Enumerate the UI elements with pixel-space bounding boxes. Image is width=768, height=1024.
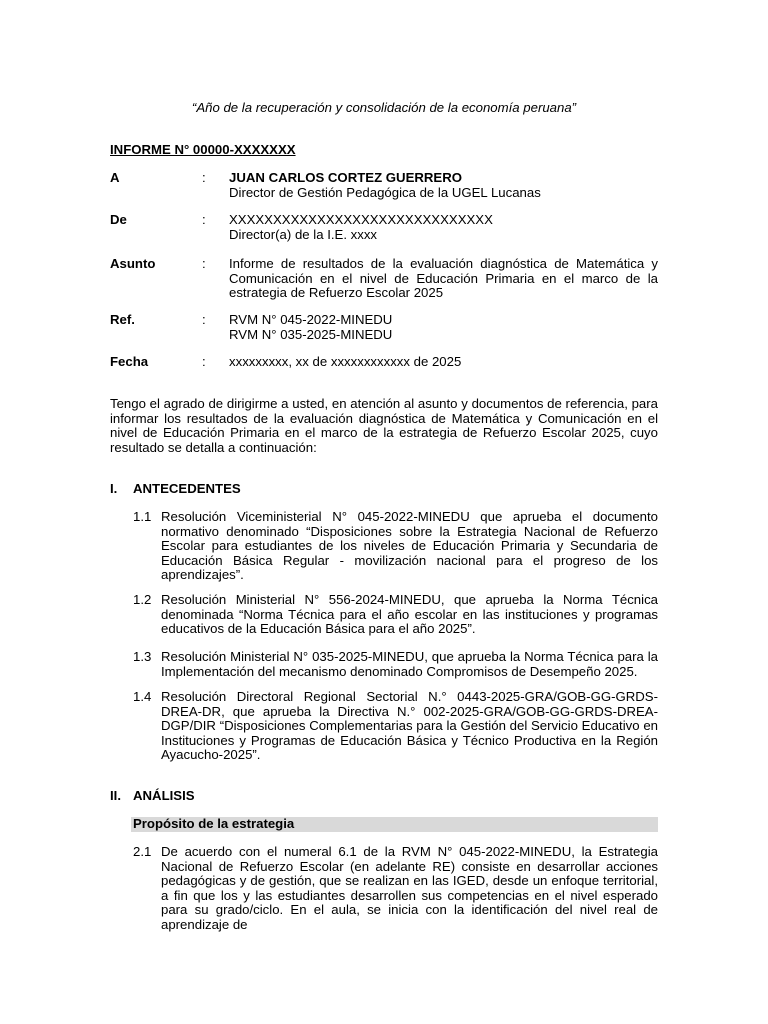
subject-text: Informe de resultados de la evaluación diagnóstica de Matemática y Comunicación en el nivel de Educación Primaria en el marco de la estrategia de Refuerzo Escolar 2025 <box>229 256 658 301</box>
header-value-de <box>229 213 658 242</box>
date-text: xxxxxxxxx, xx de xxxxxxxxxxxx de 2025 <box>229 354 462 369</box>
sender-role: Director(a) de la I.E. xxxx <box>229 226 378 242</box>
list-item: De acuerdo con el numeral 6.1 de la RVM N° 045-2022-MINEDU, la Estrategia Nacional de Refuerzo Escolar (en adelante RE) consiste en desarrollar acciones pedagógicas y de gestión, que se realizan en las IGED, desde un enfoque territorial, a fin que los y las estudiantes desarrollen sus competencias en el nivel esperado para su grado/ciclo. En el aula, se inicia con la identificación del nivel real de aprendizaje de <box>161 844 658 932</box>
item-number: 2.1 <box>133 844 152 859</box>
list-item: Resolución Directoral Regional Sectorial N.° 0443-2025-GRA/GOB-GG-GRDS-DREA-DR, que aprueba la Directiva N.° 002-2025-GRA/GOB-GG-GRDS-DREA-DGP/DIR “Disposiciones Complementarias para la Gestión del Servicio Educativo en Instituciones y Programas de Educación Básica y Técnico Productiva en la Región Ayacucho-2025”. <box>161 689 658 763</box>
header-label-fecha: Fecha <box>110 354 149 369</box>
header-colon: : <box>202 354 206 369</box>
section-1-title: ANTECEDENTES <box>133 481 241 496</box>
item-number: 1.1 <box>133 509 152 524</box>
section-1-number: I. <box>110 481 118 496</box>
intro-paragraph: Tengo el agrado de dirigirme a usted, en atención al asunto y documentos de referencia, para informar los resultados de la evaluación diagnóstica de Matemática y Comunicación en el nivel de Educación Primaria en el marco de la estrategia de Refuerzo Escolar 2025, cuyo resultado se detalla a continuación: <box>110 396 658 455</box>
header-value-ref <box>229 313 658 342</box>
reference-2: RVM N° 035-2025-MINEDU <box>229 326 393 342</box>
header-label-ref: Ref. <box>110 312 135 327</box>
recipient-role: Director de Gestión Pedagógica de la UGEL Lucanas <box>229 184 541 200</box>
section-2-title: ANÁLISIS <box>133 788 195 803</box>
header-colon: : <box>202 312 206 327</box>
sender-name: XXXXXXXXXXXXXXXXXXXXXXXXXXXXXX <box>229 212 493 227</box>
document-title: INFORME N° 00000-XXXXXXX <box>110 142 296 157</box>
subheading: Propósito de la estrategia <box>133 816 295 831</box>
header-value-a <box>229 171 658 200</box>
recipient-name: JUAN CARLOS CORTEZ GUERRERO <box>229 170 462 185</box>
header-label-de: De <box>110 212 127 227</box>
header-label-a: A <box>110 170 120 185</box>
header-colon: : <box>202 170 206 185</box>
list-item: Resolución Viceministerial N° 045-2022-MINEDU que aprueba el documento normativo denominado “Disposiciones sobre la Estrategia Nacional de Refuerzo Escolar para estudiantes de los niveles de Educación Primaria y Secundaria de Educación Básica Regular - movilización nacional para el progreso de los aprendizajes”. <box>161 509 658 583</box>
header-colon: : <box>202 256 206 271</box>
header-colon: : <box>202 212 206 227</box>
header-label-asunto: Asunto <box>110 256 156 271</box>
list-item: Resolución Ministerial N° 035-2025-MINEDU, que aprueba la Norma Técnica para la Implementación del mecanismo denominado Compromisos de Desempeño 2025. <box>161 649 658 679</box>
item-number: 1.3 <box>133 649 152 664</box>
motto: “Año de la recuperación y consolidación de la economía peruana” <box>191 100 577 115</box>
item-number: 1.4 <box>133 689 152 704</box>
list-item: Resolución Ministerial N° 556-2024-MINEDU, que aprueba la Norma Técnica denominada “Norma Técnica para el año escolar en las instituciones y programas educativos de la Educación Básica para el año 2025”. <box>161 592 658 637</box>
item-number: 1.2 <box>133 592 152 607</box>
section-2-number: II. <box>110 788 121 803</box>
reference-1: RVM N° 045-2022-MINEDU <box>229 312 393 327</box>
